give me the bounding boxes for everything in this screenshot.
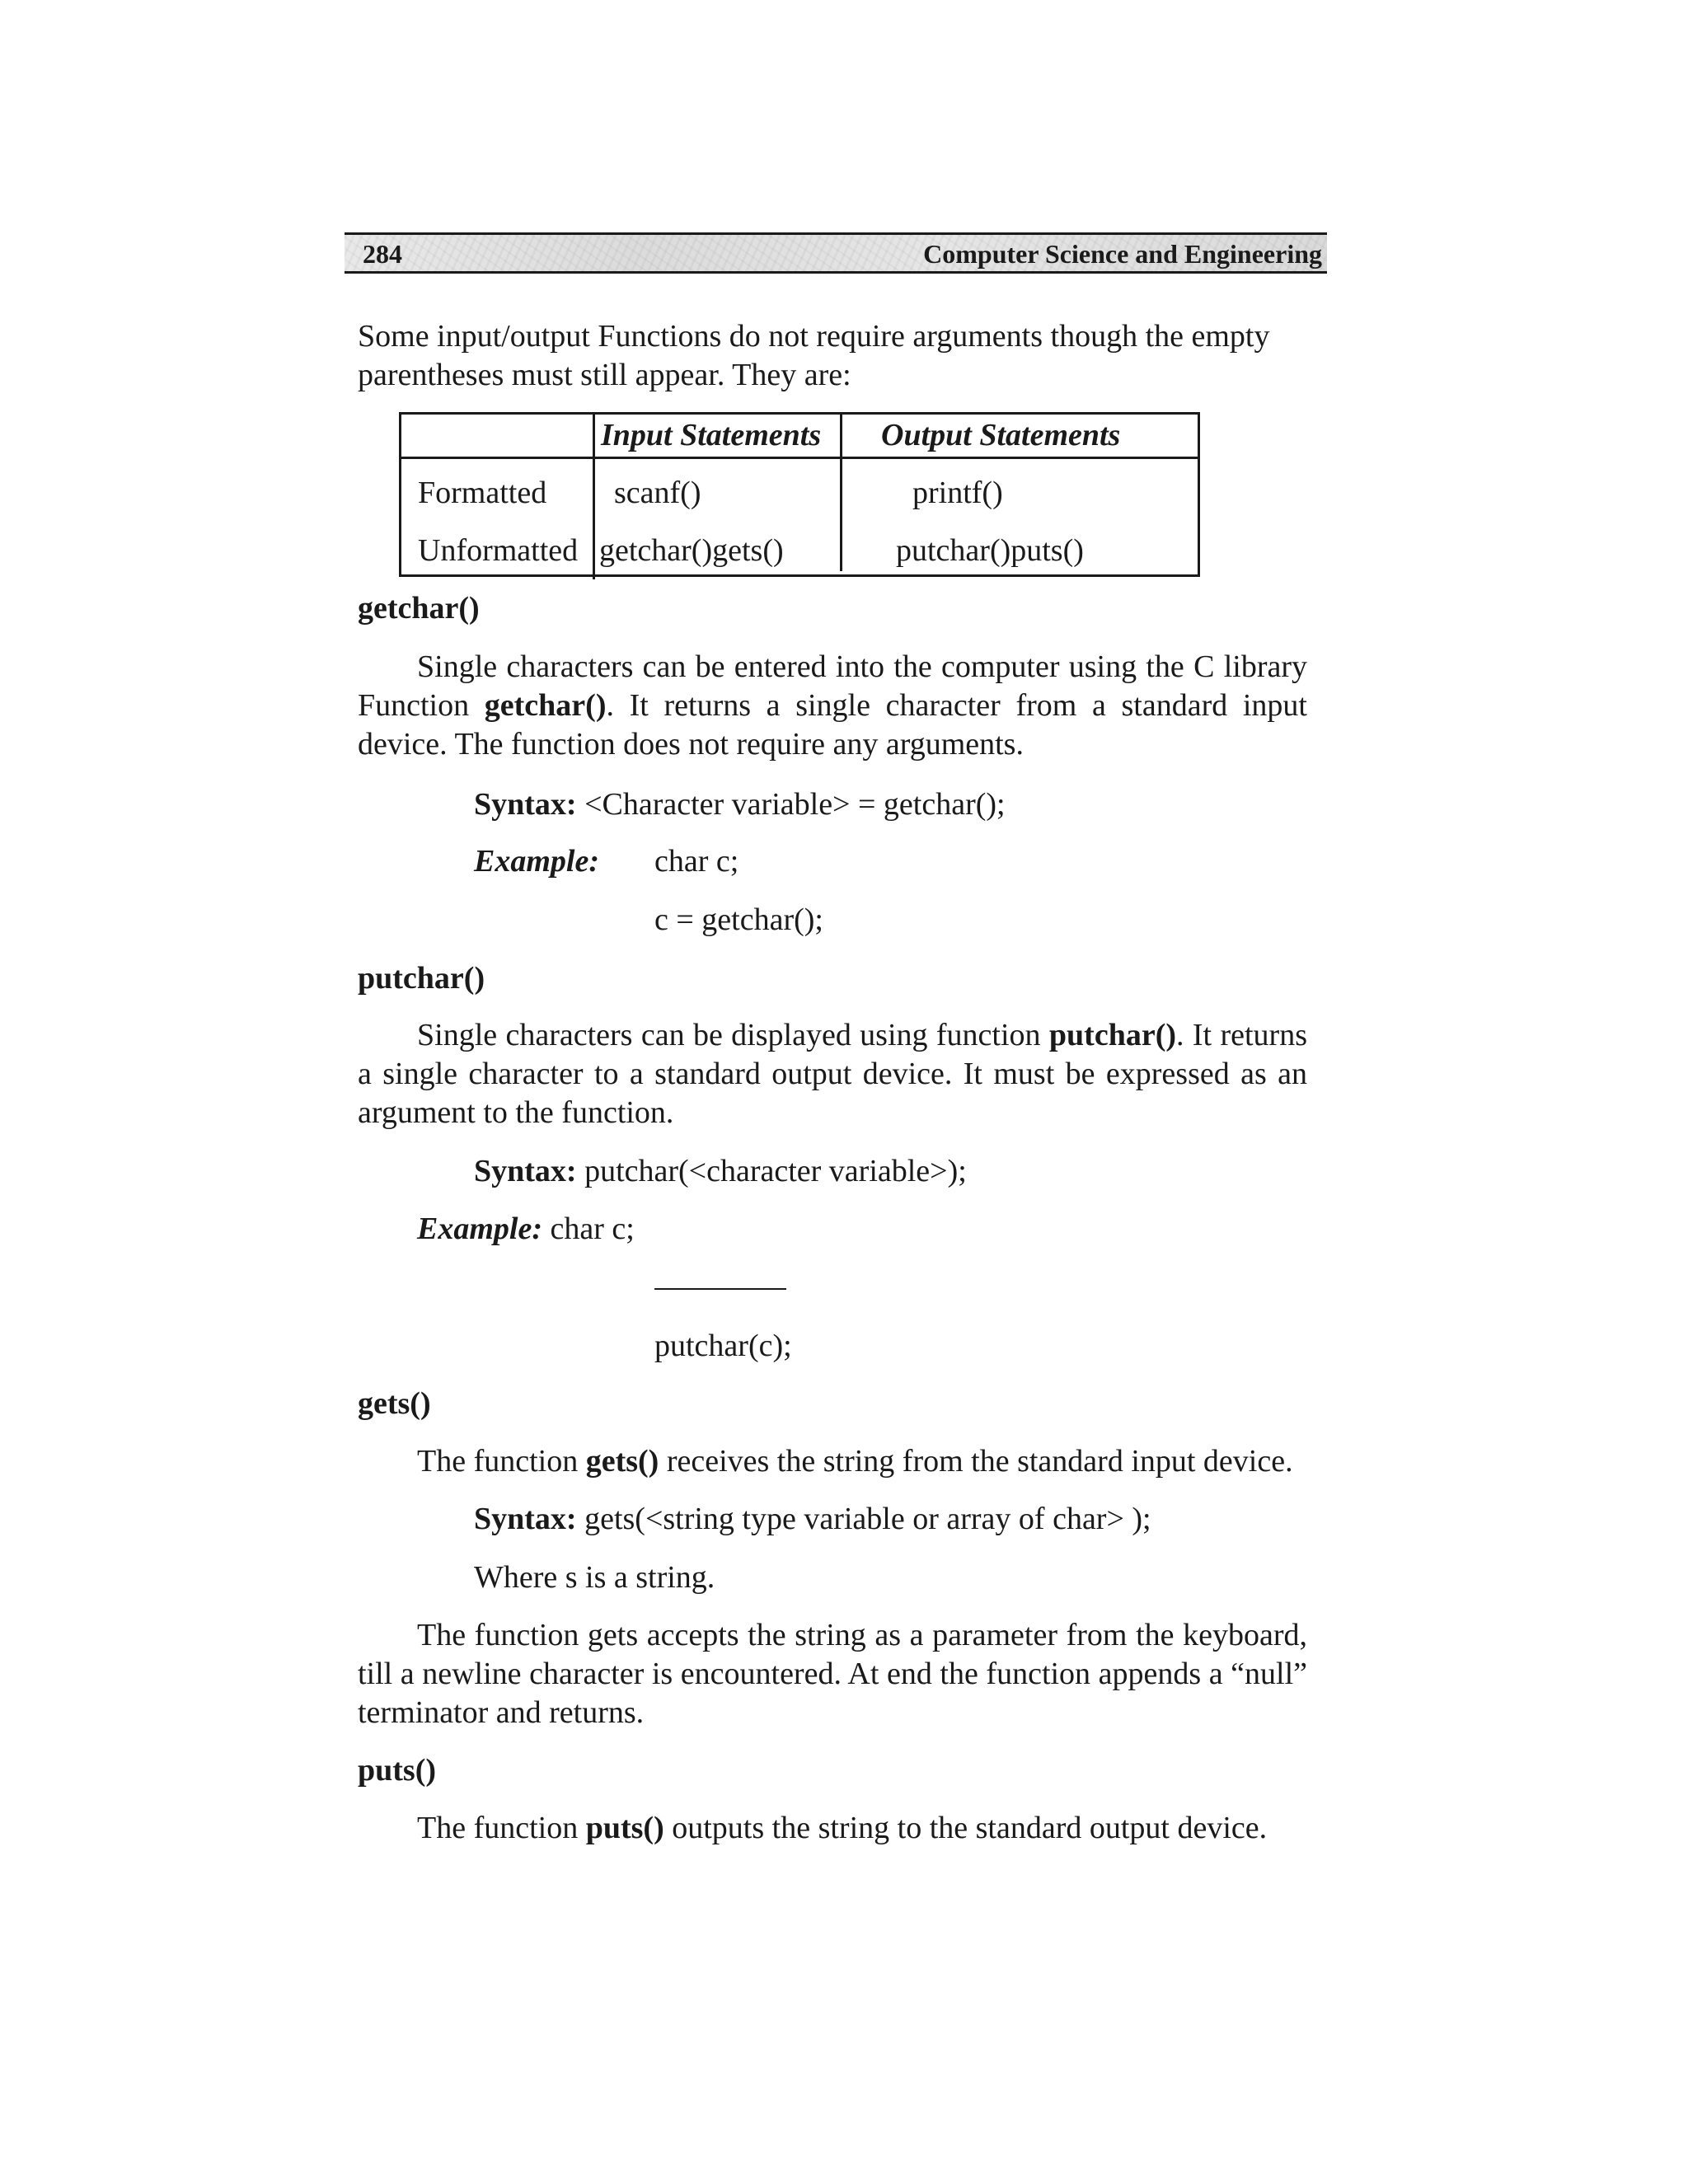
getchar-syntax-text: <Character variable> = getchar(); xyxy=(576,787,1006,822)
heading-putchar: putchar() xyxy=(358,961,485,996)
page-header xyxy=(345,232,1327,274)
placeholder-blank-line xyxy=(654,1288,786,1290)
putchar-example-line-2: putchar(c); xyxy=(654,1329,792,1363)
table-header-rule xyxy=(401,457,1198,459)
intro-line-2: parentheses must still appear. They are: xyxy=(358,358,851,392)
getchar-syntax xyxy=(474,785,1006,824)
table-row-label-unformatted: Unformatted xyxy=(418,533,579,568)
heading-gets: gets() xyxy=(358,1386,431,1421)
gets-syntax xyxy=(474,1500,1151,1539)
gets-paragraph xyxy=(417,1442,1293,1481)
getchar-syntax-label: Syntax: xyxy=(474,787,577,822)
gets-para-pre: The function xyxy=(417,1444,586,1479)
puts-para-pre: The function xyxy=(417,1811,586,1845)
table-column-divider-2 xyxy=(840,415,842,571)
getchar-para-post: . It returns a single character from a standard input device. The function does not require any arguments. xyxy=(358,688,1307,762)
putchar-example xyxy=(417,1210,635,1249)
puts-para-post: outputs the string to the standard output device. xyxy=(663,1811,1268,1845)
table-header-output: Output Statements xyxy=(881,418,1121,452)
getchar-example-label: Example: xyxy=(474,844,599,879)
gets-syntax-text: gets(<string type variable or array of char> ); xyxy=(576,1502,1151,1536)
table-header-input: Input Statements xyxy=(601,418,822,452)
page-number: 284 xyxy=(363,239,402,269)
heading-puts: puts() xyxy=(358,1753,437,1788)
gets-para-post: receives the string from the standard input device. xyxy=(659,1444,1293,1479)
putchar-example-line-1: char c; xyxy=(542,1212,635,1246)
table-cell-formatted-input: scanf() xyxy=(614,476,701,510)
putchar-syntax-text: putchar(<character variable>); xyxy=(576,1154,967,1188)
table-row-label-formatted: Formatted xyxy=(418,476,547,510)
putchar-syntax-label: Syntax: xyxy=(474,1154,577,1188)
putchar-paragraph xyxy=(358,1016,1307,1132)
getchar-paragraph xyxy=(358,648,1307,764)
intro-paragraph xyxy=(358,317,1307,395)
puts-paragraph xyxy=(417,1809,1267,1848)
table-cell-unformatted-output: putchar()puts() xyxy=(896,533,1084,568)
putchar-example-label: Example: xyxy=(417,1212,542,1246)
gets-paragraph-2: The function gets accepts the string as a parameter from the keyboard, till a newline character is encountered. At end the function appends a “null” terminator and returns. xyxy=(358,1618,1307,1730)
table-column-divider-1 xyxy=(593,415,595,579)
putchar-para-post: . It returns a single character to a standard output device. It must be expressed as an argument to the function. xyxy=(358,1018,1307,1130)
getchar-para-pre: Single characters can be entered into the computer using the C library Function xyxy=(358,649,1307,723)
putchar-syntax xyxy=(474,1152,967,1191)
running-title: Computer Science and Engineering xyxy=(923,239,1322,269)
gets-para-bold: gets() xyxy=(585,1444,659,1479)
getchar-example-line-2: c = getchar(); xyxy=(654,902,823,937)
table-cell-formatted-output: printf() xyxy=(912,476,1003,510)
getchar-para-bold: getchar() xyxy=(484,688,607,723)
puts-para-bold: puts() xyxy=(585,1811,664,1845)
getchar-example-line-1: char c; xyxy=(654,844,739,879)
gets-where-text: Where s is a string. xyxy=(474,1560,715,1595)
gets-syntax-label: Syntax: xyxy=(474,1502,577,1536)
heading-getchar: getchar() xyxy=(358,591,480,626)
table-cell-unformatted-input: getchar()gets() xyxy=(599,533,784,568)
intro-line-1: Some input/output Functions do not require arguments though the empty xyxy=(358,319,1270,354)
io-functions-table xyxy=(399,412,1200,577)
putchar-para-pre: Single characters can be displayed using function xyxy=(417,1018,1049,1052)
putchar-para-bold: putchar() xyxy=(1048,1018,1177,1052)
